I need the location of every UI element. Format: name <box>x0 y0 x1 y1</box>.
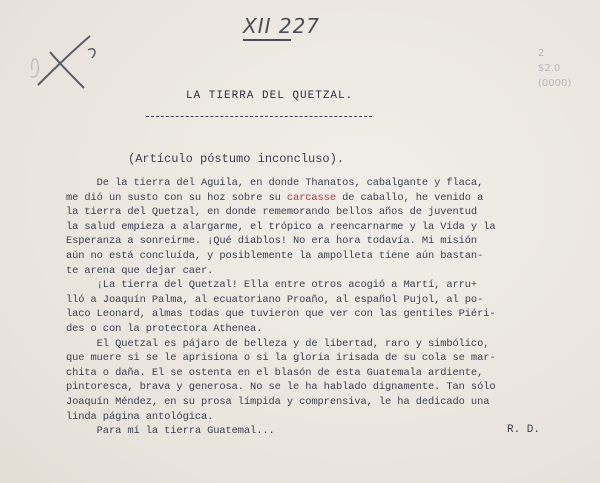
body-line-text: De la tierra del Aguila, en donde Thanatos, cabalgante y flaca, <box>66 177 484 189</box>
body-line <box>66 176 586 191</box>
body-line-text: la tierra del Quetzal, en donde rememorando bellos años de juventud <box>66 206 478 219</box>
title-underline-rule <box>146 116 372 117</box>
body-line-text: chita o daña. El se ostenta en el blasón de esta Guatemala ardiente, <box>66 366 484 379</box>
stamp-line: $2.0 <box>538 63 561 74</box>
body-line-text: lló a Joaquín Palma, al ecuatoriano Proaño, al español Pujol, al po- <box>66 293 484 306</box>
body-line-text: de caballo, he venido a <box>335 191 484 204</box>
archive-reference-underline <box>243 39 291 41</box>
stamp-line: 2 <box>538 48 545 59</box>
body-line-text: la salud empieza a alargarme, el trópico a reencarnarme y la Vida y la <box>66 220 496 233</box>
body-line-text: que muere si se le aprisiona o si la gloria irisada de su cola se mar- <box>66 352 496 365</box>
body-line-text: laco Leonard, almas todas que tuvieron que ver con las gentiles Piéri- <box>66 308 496 321</box>
body-line <box>66 278 586 293</box>
body-line <box>66 410 586 425</box>
body-line-text: me dió un susto con su hoz sobre su <box>66 191 287 204</box>
body-line <box>66 293 586 308</box>
body-line <box>66 380 586 395</box>
archive-reference-handwritten <box>243 14 320 38</box>
body-line <box>66 249 586 264</box>
body-line <box>66 395 586 410</box>
body-line-text: ¡La tierra del Quetzal! Ella entre otros acogió a Martí, arru+ <box>66 279 478 292</box>
body-line-text: linda página antológica. <box>66 410 214 423</box>
body-line-text: El Quetzal es pájaro de belleza y de libertad, raro y simbólico, <box>66 337 490 350</box>
body-line-text: aún no está concluída, y posiblemente la ampolleta tiene aún bastan- <box>66 249 484 262</box>
body-line-text: Esperanza a sonreirme. ¡Qué diablos! No era hora todavía. Mi misión <box>66 235 478 248</box>
handwritten-cross-mark-icon <box>28 30 108 100</box>
body-line-text: pintoresca, brava y generosa. No se le ha hablado dignamente. Tan sólo <box>66 381 496 394</box>
body-line <box>66 322 586 337</box>
body-line <box>66 234 586 249</box>
archive-reference-text: XII 227 <box>243 14 321 38</box>
body-text <box>66 176 586 439</box>
author-initials: R. D. <box>507 424 541 436</box>
body-line-text: des o con la protectora Athenea. <box>66 322 263 335</box>
body-line <box>66 307 586 322</box>
body-line-text: Para mí la tierra Guatemal... <box>66 425 275 438</box>
body-line-text: te arena que dejar caer. <box>66 264 214 277</box>
body-line <box>66 220 586 235</box>
body-line <box>66 351 586 366</box>
body-line <box>66 264 586 279</box>
body-line <box>66 191 586 206</box>
body-line <box>66 366 586 381</box>
stamp-line: (0000) <box>538 78 572 89</box>
body-line <box>66 205 586 220</box>
body-line <box>66 337 586 352</box>
document-subtitle: (Artículo póstumo inconcluso). <box>128 152 345 166</box>
highlighted-word: carcasse <box>286 191 336 204</box>
document-title: LA TIERRA DEL QUETZAL. <box>186 90 354 102</box>
body-line-text: Joaquín Méndez, en su prosa límpida y comprensiva, le ha dedicado una <box>66 395 490 408</box>
faint-archive-stamp <box>538 46 571 91</box>
